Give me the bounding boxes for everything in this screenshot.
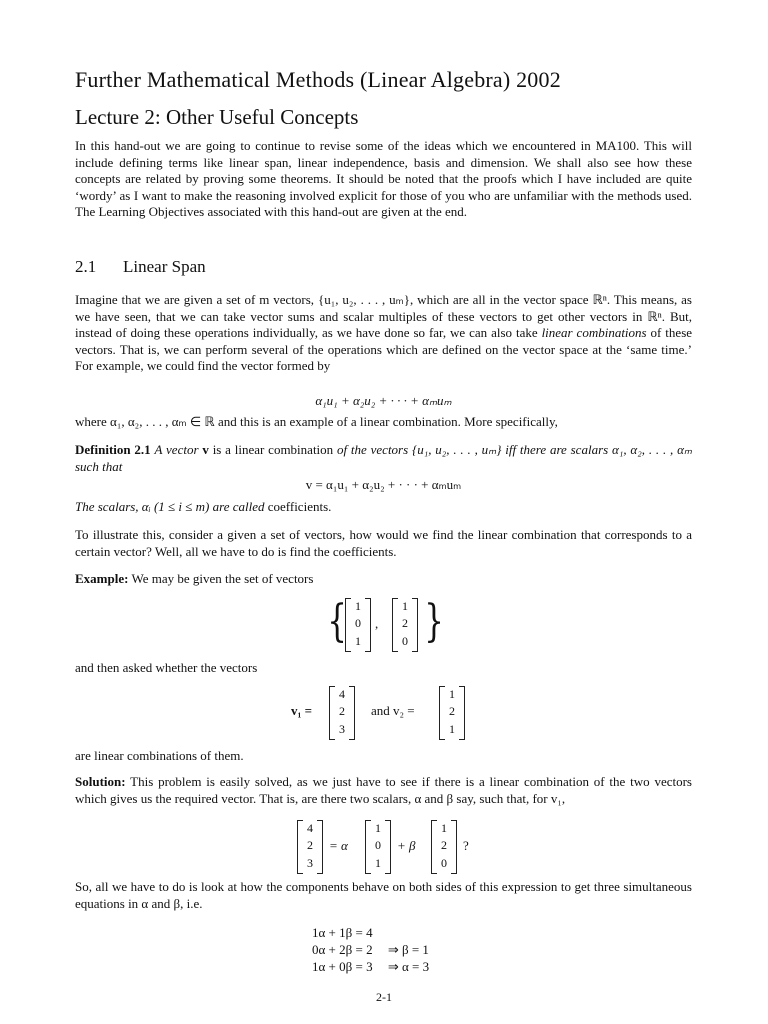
sim-eq-2 (312, 941, 429, 958)
solution-paragraph (75, 774, 692, 807)
sim-eq-3 (312, 958, 429, 975)
set-vector-1 (345, 598, 371, 650)
v2-vector (439, 686, 465, 738)
are-linear-sentence: are linear combinations of them. (75, 748, 244, 763)
matrix-cell: 1 (375, 855, 381, 870)
definition-2-1 (75, 442, 692, 475)
v1-label: v₁ = (291, 703, 313, 718)
matrix-cell: 3 (339, 721, 345, 736)
so-paragraph: So, all we have to do is look at how the components behave on both sides of this expression to get three simultaneous equations in α and β, i.e. (75, 879, 692, 911)
coefficients-sentence (75, 499, 692, 516)
matrix-cell: 4 (339, 687, 345, 702)
illustrate-paragraph: To illustrate this, consider a given a set of vectors, how would we find the linear combination that corresponds to a certain vector? Well, all we have to do is find the coefficients. (75, 527, 692, 559)
definition-label: Definition 2.1 (75, 442, 151, 457)
page-number: 2-1 (376, 990, 392, 1004)
v1-vector (329, 686, 355, 738)
matrix-cell: 1 (375, 821, 381, 836)
span-paragraph-2: where α₁, α₂, . . . , αₘ ∈ ℝ and this is an example of a linear combination. More specifically, (75, 414, 558, 429)
matrix-cell: 1 (402, 599, 408, 614)
example-label: Example: (75, 571, 129, 586)
matrix-cell: 3 (307, 855, 313, 870)
set-vector-2 (392, 598, 418, 650)
definition-text-c: of the vectors {u₁, u₂, . . . , uₘ} iff there are scalars α₁, α₂, . . . , αₘ such that (75, 442, 693, 474)
v2-label: and v₂ = (371, 703, 415, 718)
matrix-cell: 2 (307, 838, 313, 853)
coefficients-term: coefficients. (267, 499, 332, 514)
definition-text-b: is a linear combination (212, 442, 334, 457)
sim-eq-lhs: 0α + 2β = 2 (312, 942, 373, 957)
matrix-cell: 0 (441, 855, 447, 870)
lecture-title: Lecture 2: Other Useful Concepts (75, 105, 359, 129)
equals-alpha: = α (329, 838, 348, 853)
right-brace: } (424, 596, 444, 647)
section-number: 2.1 (75, 257, 97, 276)
sol-beta-vector (431, 820, 457, 872)
linear-combination-equation: α₁u₁ + α₂u₂ + · · · + αₘuₘ (315, 393, 452, 408)
span-text-a: Imagine that we are given a set of m vectors, {u₁, u₂, . . . , uₘ}, which are all in the vector space ℝⁿ. This means, as we have seen, that we can take vector sums and scalar multiples of these vectors to get other vectors in ℝⁿ. But, instead of doing these operations individually, as we have done so far, we can also take (75, 292, 692, 341)
matrix-cell: 1 (449, 721, 455, 736)
matrix-cell: 2 (402, 616, 408, 631)
span-paragraph-1 (75, 292, 692, 375)
matrix-cell: 1 (449, 687, 455, 702)
sim-eq-1 (312, 924, 373, 941)
coefficients-text: The scalars, αᵢ (1 ≤ i ≤ m) are called (75, 499, 265, 514)
matrix-cell: 4 (307, 821, 313, 836)
definition-equation: v = α₁u₁ + α₂u₂ + · · · + αₘuₘ (305, 477, 462, 492)
solution-text: This problem is easily solved, as we just have to see if there is a linear combination of the two vectors which gives us the required vector. That is, are there two scalars, α and β say, such that, for v₁, (75, 774, 692, 806)
matrix-cell: 0 (375, 838, 381, 853)
sim-eq-rhs: ⇒ α = 3 (387, 959, 430, 974)
matrix-cell: 1 (355, 633, 361, 648)
sim-eq-rhs: ⇒ β = 1 (387, 942, 429, 957)
matrix-cell: 2 (339, 704, 345, 719)
comma-separator: , (375, 616, 379, 631)
sim-eq-lhs: 1α + 0β = 3 (312, 959, 373, 974)
span-emphasis: linear combinations (541, 325, 647, 341)
definition-text-a: A vector (154, 442, 199, 457)
definition-vector: v (202, 442, 209, 457)
matrix-cell: 2 (449, 704, 455, 719)
left-brace: { (327, 596, 347, 647)
sim-eq-lhs: 1α + 1β = 4 (312, 925, 373, 940)
intro-paragraph: In this hand-out we are going to continue to revise some of the ideas which we encountered in MA100. This will include defining terms like linear span, linear independence, basis and dimension. We shall also see how these concepts are related by proving some theorems. It should be noted that the proofs which I have included are quite ‘wordy’ as I want to make the reasoning involved explicit for those of you who are unfamiliar with the methods used. The Learning Objectives associated with this hand-out are given at the end. (75, 138, 692, 220)
matrix-cell: 1 (355, 599, 361, 614)
example-text: We may be given the set of vectors (131, 571, 314, 586)
sol-alpha-vector (365, 820, 391, 872)
span-text-b: of these vectors. That is, we can perform several of the operations which are defined on the vector space at the ‘same time.’ For example, we could find the vector formed by (75, 325, 693, 374)
solution-label: Solution: (75, 774, 126, 789)
matrix-cell: 1 (441, 821, 447, 836)
plus-beta: + β (397, 838, 416, 853)
matrix-cell: 0 (355, 616, 361, 631)
matrix-cell: 0 (402, 633, 408, 648)
section-title: Linear Span (123, 257, 206, 276)
matrix-cell: 2 (441, 838, 447, 853)
asked-paragraph: and then asked whether the vectors (75, 660, 258, 675)
example-paragraph (75, 571, 692, 588)
document-title: Further Mathematical Methods (Linear Algebra) 2002 (75, 67, 561, 92)
sol-lhs-vector (297, 820, 323, 872)
section-heading (75, 257, 206, 277)
question-mark: ? (463, 838, 469, 853)
